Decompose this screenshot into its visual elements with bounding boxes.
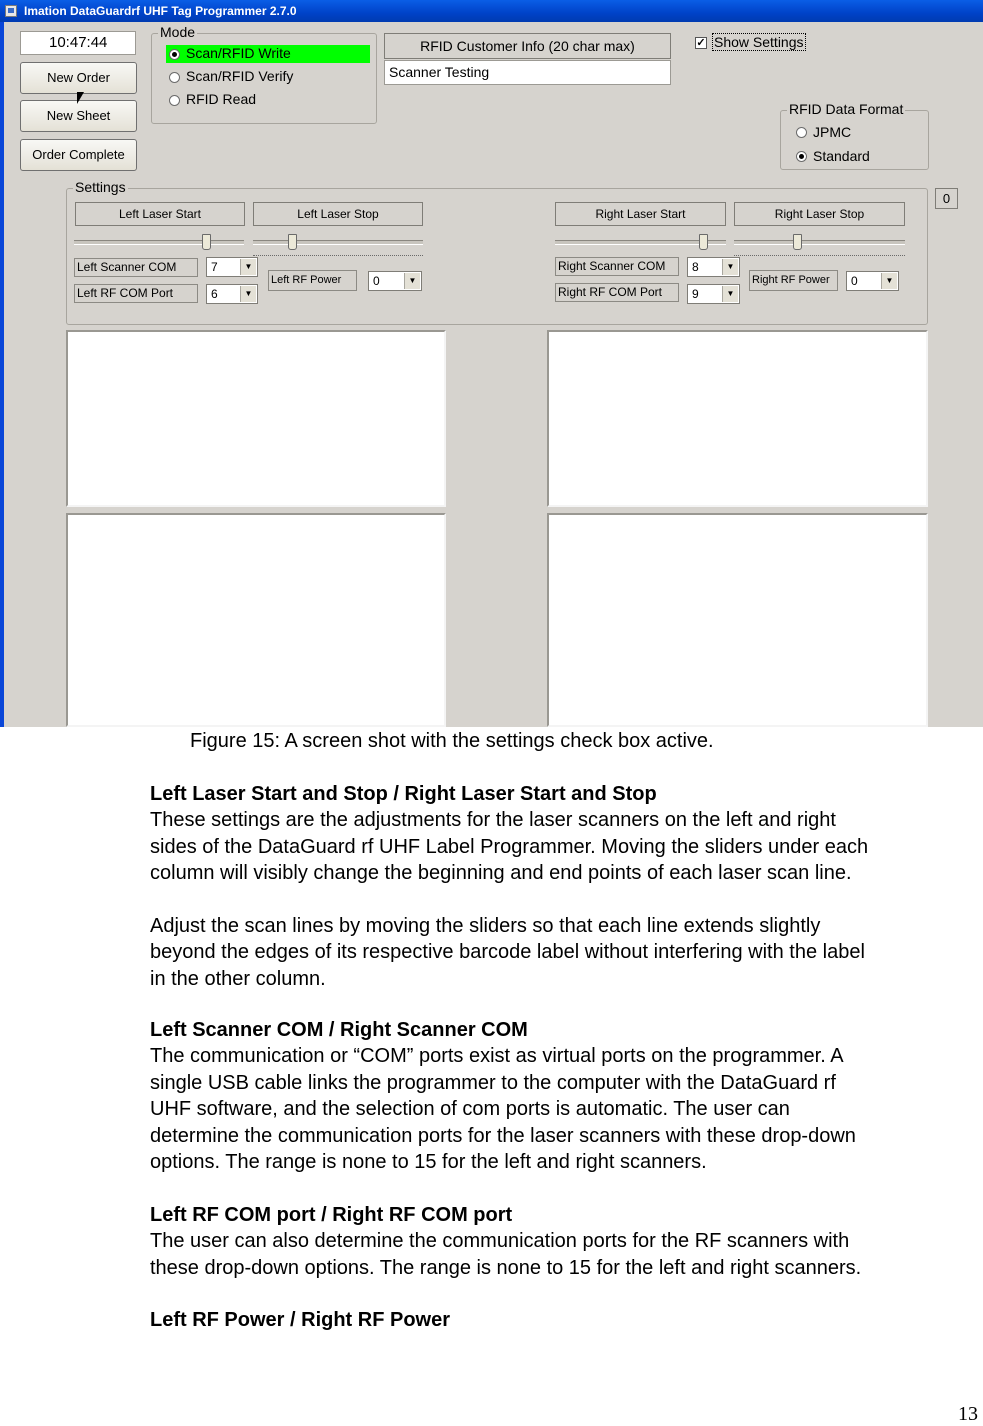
page-number: 13 xyxy=(958,1403,978,1425)
right-rf-com-label: Right RF COM Port xyxy=(555,283,679,302)
right-scanner-com-select[interactable] xyxy=(687,257,740,277)
right-scanner-com-label: Right Scanner COM xyxy=(555,257,679,276)
window-title: Imation DataGuardrf UHF Tag Programmer 2.7.0 xyxy=(24,4,297,18)
mode-radio-read[interactable] xyxy=(169,95,180,106)
section-rf-power xyxy=(150,1307,450,1333)
paragraph-line: options. The range is none to 15 for the left and right scanners. xyxy=(150,1151,707,1174)
right-laser-stop-slider-thumb[interactable] xyxy=(793,234,802,250)
left-bottom-preview-panel xyxy=(66,513,446,727)
left-rf-com-value: 6 xyxy=(211,287,218,301)
mode-radio-write[interactable] xyxy=(169,49,180,60)
right-bottom-preview-panel xyxy=(547,513,928,727)
right-rf-power-value: 0 xyxy=(851,274,858,288)
right-laser-stop-label: Right Laser Stop xyxy=(734,202,905,226)
right-laser-start-label: Right Laser Start xyxy=(555,202,726,226)
data-format-label: RFID Data Format xyxy=(789,101,904,117)
right-rf-power-select[interactable] xyxy=(846,271,899,291)
left-laser-start-slider-track[interactable] xyxy=(74,240,244,245)
left-rf-power-label: Left RF Power xyxy=(268,270,357,291)
show-settings-label[interactable]: Show Settings xyxy=(714,34,804,50)
mode-radio-verify[interactable] xyxy=(169,72,180,83)
paragraph-line: Adjust the scan lines by moving the sliders so that each line extends slightly xyxy=(150,915,821,937)
left-rf-com-select[interactable] xyxy=(206,284,258,304)
left-scanner-com-select[interactable] xyxy=(206,257,258,277)
left-laser-start-label: Left Laser Start xyxy=(75,202,245,226)
slider-ticks xyxy=(253,255,423,256)
section-laser xyxy=(150,781,868,887)
right-top-preview-panel xyxy=(547,330,928,507)
paragraph-line: in the other column. xyxy=(150,967,326,990)
new-sheet-button[interactable]: New Sheet xyxy=(20,100,137,132)
show-settings-checkbox[interactable]: ✓ xyxy=(696,37,706,49)
paragraph-line: The communication or “COM” ports exist as virtual ports on the programmer. A xyxy=(150,1045,844,1068)
mode-option-write[interactable]: Scan/RFID Write xyxy=(186,45,291,61)
mode-option-verify[interactable]: Scan/RFID Verify xyxy=(186,68,294,84)
paragraph-line: these drop-down options. The range is none to 15 for the left and right scanners. xyxy=(150,1256,862,1279)
right-laser-start-slider-thumb[interactable] xyxy=(699,234,708,250)
format-radio-jpmc[interactable] xyxy=(796,127,807,138)
mode-group-label: Mode xyxy=(160,24,196,40)
left-rf-power-value: 0 xyxy=(373,274,380,288)
left-top-preview-panel xyxy=(66,330,446,507)
app-icon xyxy=(5,5,17,17)
left-rf-power-select[interactable] xyxy=(368,271,422,291)
left-laser-stop-slider-track[interactable] xyxy=(253,240,423,245)
slider-ticks xyxy=(734,255,905,256)
chevron-down-icon[interactable]: ▼ xyxy=(722,259,738,275)
customer-info-input[interactable]: Scanner Testing xyxy=(384,60,671,85)
left-laser-stop-slider-thumb[interactable] xyxy=(288,234,297,250)
paragraph-line: These settings are the adjustments for the laser scanners on the left and right xyxy=(150,809,836,832)
title-bar[interactable] xyxy=(0,0,983,22)
right-rf-com-value: 9 xyxy=(692,287,699,301)
new-order-button[interactable]: New Order xyxy=(20,62,137,94)
section-scanner-com xyxy=(150,1017,856,1175)
section-adjust xyxy=(150,913,865,992)
left-laser-start-slider-thumb[interactable] xyxy=(202,234,211,250)
format-radio-standard[interactable] xyxy=(796,151,807,162)
left-scanner-com-value: 7 xyxy=(211,260,218,274)
settings-group-label: Settings xyxy=(75,179,126,195)
chevron-down-icon[interactable]: ▼ xyxy=(240,286,256,302)
section-heading: Left RF Power / Right RF Power xyxy=(150,1309,451,1331)
mouse-cursor-icon xyxy=(77,92,84,104)
paragraph-line: beyond the edges of its respective barcode label without interfering with the label xyxy=(150,941,865,964)
paragraph-line: single USB cable links the programmer to the computer with the DataGuard rf xyxy=(150,1071,836,1094)
paragraph-line: column will visibly change the beginning and end points of each laser scan line. xyxy=(150,862,852,885)
counter-display: 0 xyxy=(935,188,958,209)
section-heading: Left Laser Start and Stop / Right Laser Start and Stop xyxy=(150,783,657,805)
right-rf-power-label: Right RF Power xyxy=(749,270,838,291)
left-rf-com-label: Left RF COM Port xyxy=(74,284,198,303)
chevron-down-icon[interactable]: ▼ xyxy=(722,286,738,302)
left-laser-stop-label: Left Laser Stop xyxy=(253,202,423,226)
format-option-jpmc[interactable]: JPMC xyxy=(813,124,852,140)
left-scanner-com-label: Left Scanner COM xyxy=(74,258,198,277)
paragraph-line: The user can also determine the communication ports for the RF scanners with xyxy=(150,1230,850,1253)
customer-info-label: RFID Customer Info (20 char max) xyxy=(384,33,671,59)
paragraph-line: UHF software, and the selection of com ports is automatic. The user can xyxy=(150,1098,790,1121)
chevron-down-icon[interactable]: ▼ xyxy=(404,273,420,289)
right-scanner-com-value: 8 xyxy=(692,260,699,274)
section-heading: Left Scanner COM / Right Scanner COM xyxy=(150,1019,528,1041)
paragraph-line: sides of the DataGuard rf UHF Label Programmer. Moving the sliders under each xyxy=(150,835,869,858)
mode-option-read[interactable]: RFID Read xyxy=(186,91,257,107)
section-rf-com xyxy=(150,1202,861,1281)
right-laser-stop-slider-track[interactable] xyxy=(734,240,905,245)
chevron-down-icon[interactable]: ▼ xyxy=(240,259,256,275)
section-heading: Left RF COM port / Right RF COM port xyxy=(150,1204,513,1226)
right-rf-com-select[interactable] xyxy=(687,284,740,304)
figure-caption: Figure 15: A screen shot with the settings check box active. xyxy=(190,730,714,752)
chevron-down-icon[interactable]: ▼ xyxy=(881,273,897,289)
window-border xyxy=(0,22,4,727)
paragraph-line: determine the communication ports for the laser scanners with these drop-down xyxy=(150,1124,856,1147)
format-option-standard[interactable]: Standard xyxy=(813,148,870,164)
order-complete-button[interactable]: Order Complete xyxy=(20,139,137,171)
clock-display: 10:47:44 xyxy=(20,31,136,55)
